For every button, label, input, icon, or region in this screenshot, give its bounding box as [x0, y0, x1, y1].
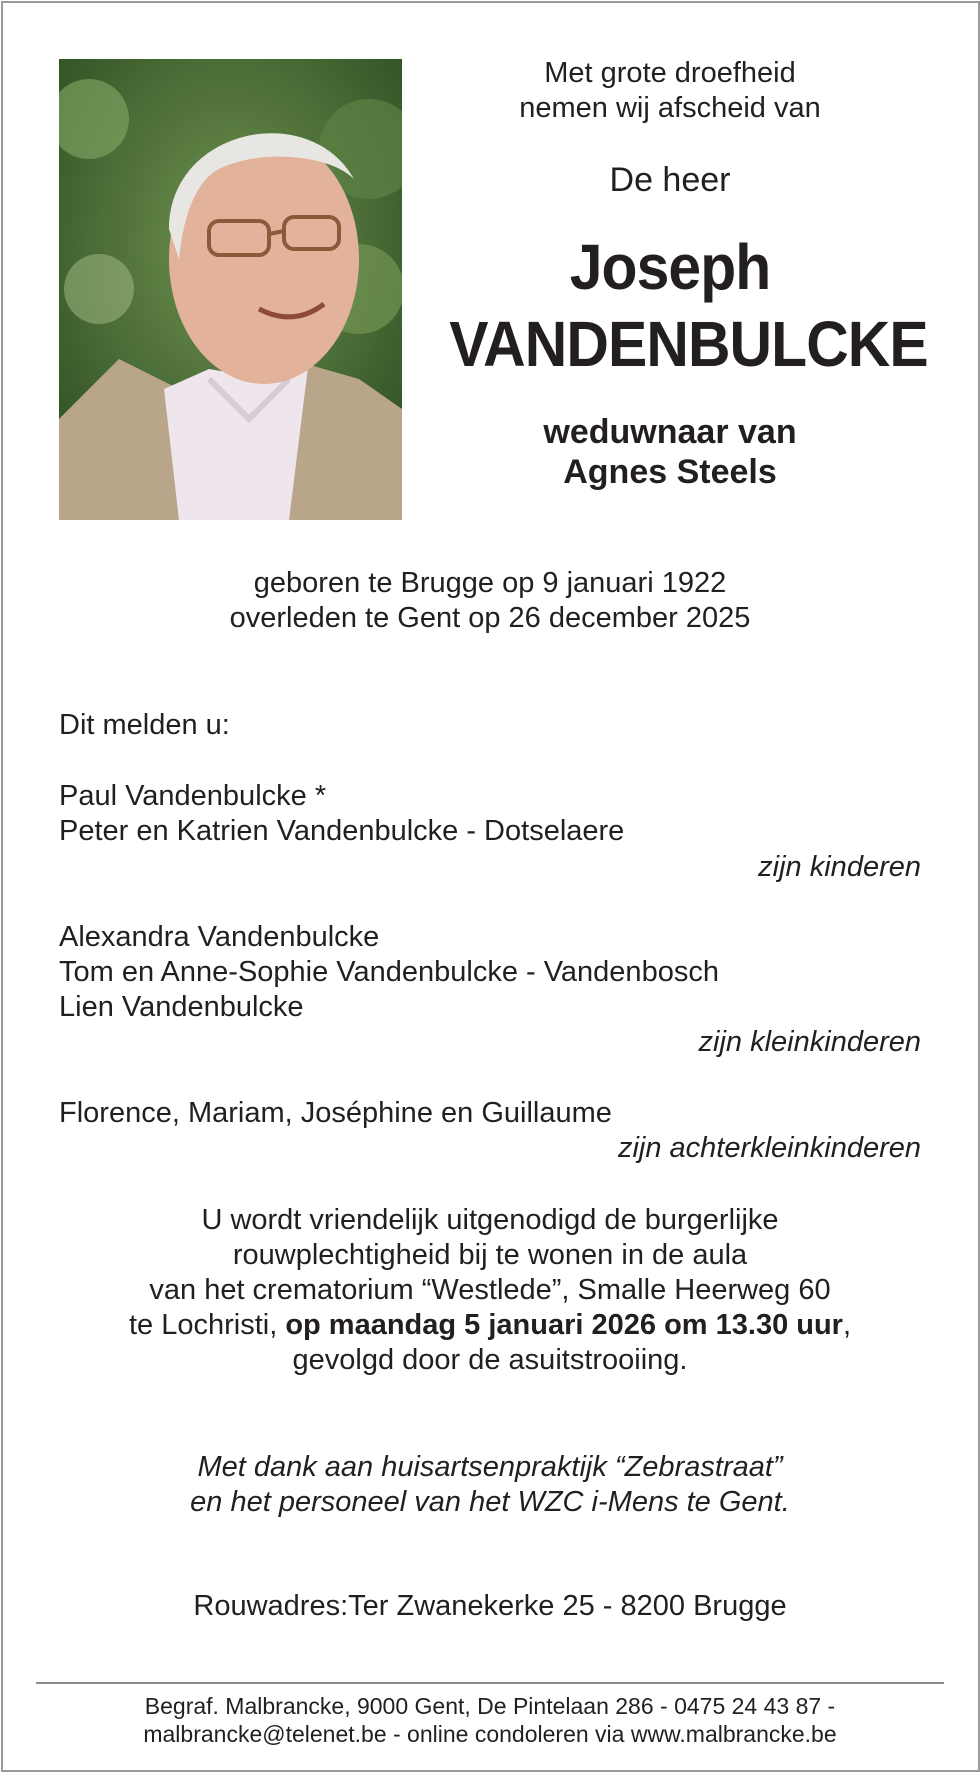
thanks-line-1: Met dank aan huisartsenpraktijk “Zebrastraat” — [197, 1451, 783, 1483]
invitation-line-4 — [0, 1308, 980, 1343]
ceremony-date-time: op maandag 5 januari 2026 om 13.30 uur — [285, 1309, 843, 1341]
announced-by: Dit melden u: — [59, 709, 230, 741]
grandchild-name: Alexandra Vandenbulcke — [59, 921, 380, 953]
thanks-line-2: en het personeel van het WZC i-Mens te Gent. — [190, 1486, 790, 1518]
invitation-line-3: van het crematorium “Westlede”, Smalle Heerweg 60 — [149, 1274, 831, 1306]
footer-line-2: malbrancke@telenet.be - online condoleren via www.malbrancke.be — [143, 1721, 837, 1747]
invitation-line-1: U wordt vriendelijk uitgenodigd de burgerlijke — [201, 1204, 779, 1236]
footer-divider — [36, 1682, 944, 1684]
great-grandchild-names: Florence, Mariam, Joséphine en Guillaume — [59, 1097, 612, 1129]
spouse-name: Agnes Steels — [563, 453, 777, 491]
portrait-photo — [59, 59, 402, 520]
deceased-last-name: VANDENBULCKE — [449, 308, 928, 380]
grandchildren-relation: zijn kleinkinderen — [698, 1026, 921, 1058]
invitation-line-5: gevolgd door de asuitstrooiing. — [292, 1344, 688, 1376]
great-grandchildren-relation: zijn achterkleinkinderen — [617, 1132, 921, 1164]
mourning-address: Rouwadres:Ter Zwanekerke 25 - 8200 Brugge — [193, 1590, 787, 1622]
deceased-first-name: Joseph — [569, 231, 771, 303]
invitation-comma: , — [842, 1309, 852, 1341]
widower-label: weduwnaar van — [543, 413, 797, 451]
intro-line-2: nemen wij afscheid van — [519, 92, 821, 124]
invitation-line-2: rouwplechtigheid bij te wonen in de aula — [232, 1239, 748, 1271]
honorific: De heer — [609, 161, 731, 199]
footer-line-1: Begraf. Malbrancke, 9000 Gent, De Pintelaan 286 - 0475 24 43 87 - — [144, 1693, 836, 1719]
death-line: overleden te Gent op 26 december 2025 — [229, 602, 751, 634]
child-name: Paul Vandenbulcke * — [59, 780, 327, 812]
invitation-place: te Lochristi, — [128, 1309, 286, 1341]
birth-line: geboren te Brugge op 9 januari 1922 — [253, 567, 727, 599]
child-name: Peter en Katrien Vandenbulcke - Dotselaere — [59, 815, 625, 847]
children-relation: zijn kinderen — [758, 851, 921, 883]
grandchild-name: Tom en Anne-Sophie Vandenbulcke - Vandenbosch — [59, 956, 719, 988]
intro-line-1: Met grote droefheid — [544, 57, 796, 89]
grandchild-name: Lien Vandenbulcke — [59, 991, 304, 1023]
